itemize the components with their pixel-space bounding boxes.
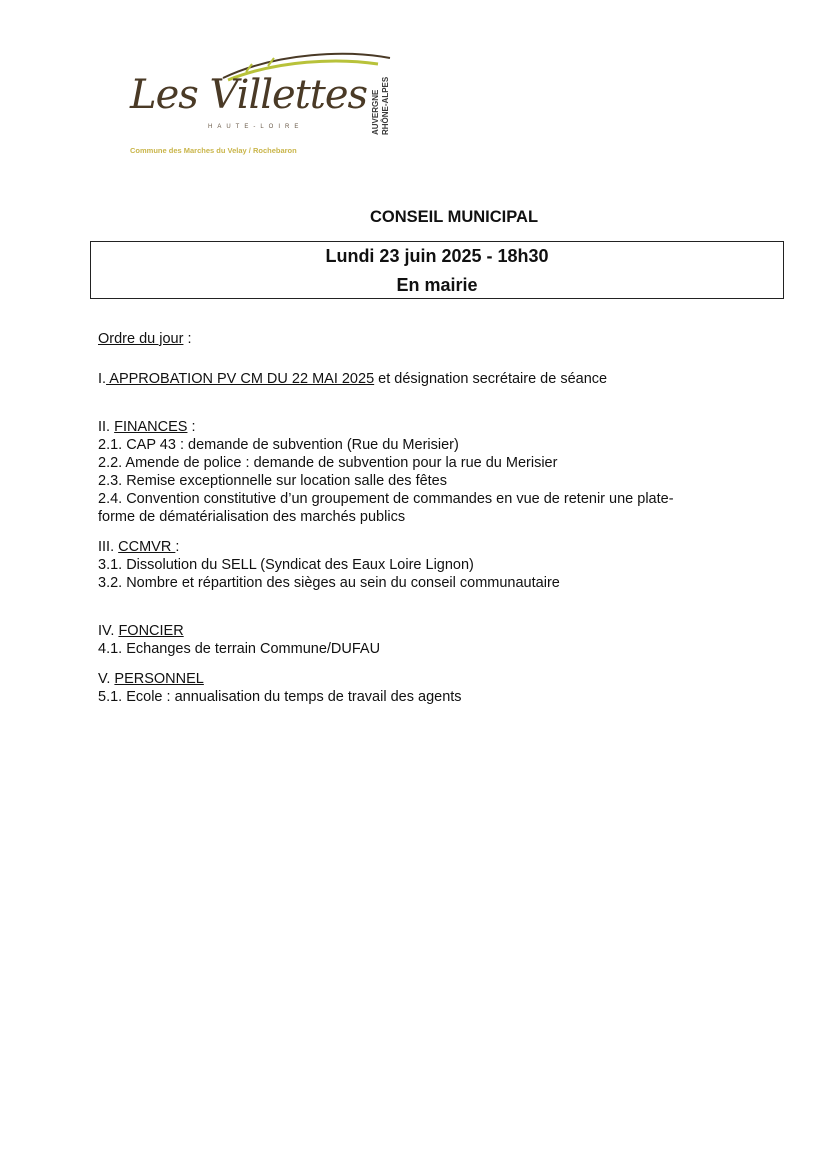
municipal-logo (128, 50, 398, 160)
section-3 (98, 538, 748, 556)
logo-commune: Commune des Marches du Velay / Rochebaron (130, 146, 297, 155)
section-2-number: II. (98, 419, 115, 435)
section-1-number: I. (98, 371, 107, 387)
section-5-number: V. (98, 671, 115, 687)
list-item: forme de dématérialisation des marchés publics (98, 509, 406, 525)
section-3-number: III. (98, 539, 119, 555)
list-item: 2.2. Amende de police : demande de subvention pour la rue du Merisier (98, 455, 558, 471)
meeting-info-box (90, 241, 784, 299)
agenda (98, 330, 748, 706)
section-1-rest: et désignation secrétaire de séance (374, 371, 608, 387)
section-5 (98, 670, 748, 688)
section-3-suffix: : (175, 539, 180, 555)
logo-wordmark: Les Villettes (130, 72, 368, 118)
list-item: 2.4. Convention constitutive d’un groupement de commandes en vue de retenir une plate- (98, 491, 674, 507)
region-line-2: RHÔNE-ALPES (381, 76, 390, 135)
section-2-title: FINANCES (114, 419, 188, 435)
logo-subtitle: HAUTE-LOIRE (208, 124, 304, 130)
section-2-suffix: : (187, 419, 196, 435)
agenda-heading-text: Ordre du jour (98, 331, 184, 347)
section-3-title: CCMVR (118, 539, 176, 555)
region-label (371, 57, 397, 137)
agenda-heading-suffix: : (183, 331, 192, 347)
page-title: CONSEIL MUNICIPAL (369, 208, 539, 226)
region-line-1: AUVERGNE (371, 89, 380, 135)
section-2 (98, 418, 748, 436)
section-1 (98, 370, 748, 388)
section-4-title: FONCIER (118, 623, 184, 639)
list-item: 5.1. Ecole : annualisation du temps de travail des agents (98, 689, 462, 705)
list-item: 2.1. CAP 43 : demande de subvention (Rue du Merisier) (98, 437, 459, 453)
list-item: 3.1. Dissolution du SELL (Syndicat des Eaux Loire Lignon) (98, 557, 474, 573)
meeting-date: Lundi 23 juin 2025 - 18h30 (325, 246, 549, 266)
list-item: 3.2. Nombre et répartition des sièges au sein du conseil communautaire (98, 575, 560, 591)
section-5-title: PERSONNEL (114, 671, 204, 687)
list-item: 4.1. Echanges de terrain Commune/DUFAU (98, 641, 381, 657)
section-4 (98, 622, 748, 640)
section-1-title: APPROBATION PV CM DU 22 MAI 2025 (106, 371, 375, 387)
agenda-heading (98, 330, 748, 348)
section-4-number: IV. (98, 623, 119, 639)
list-item: 2.3. Remise exceptionnelle sur location salle des fêtes (98, 473, 447, 489)
meeting-place: En mairie (396, 275, 478, 295)
